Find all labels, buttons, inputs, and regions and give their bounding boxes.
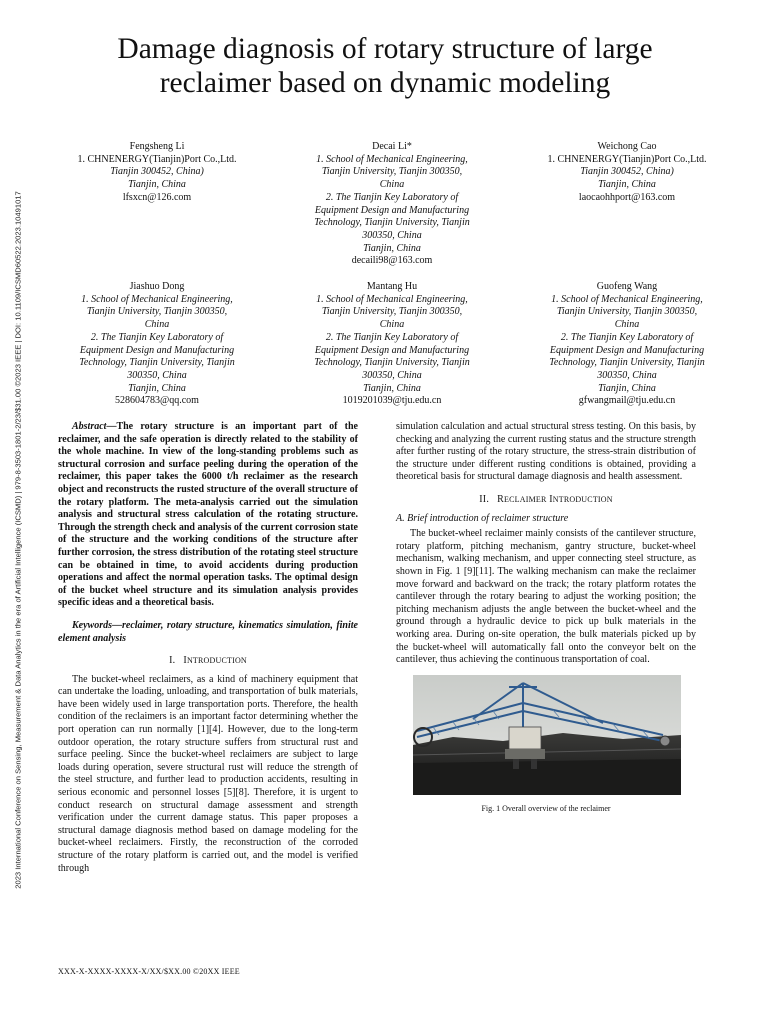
abstract-body: —The rotary structure is an important part of the reclaimer, and the safe operation is directly related to the stability of the whole machine. In view of the long-standing problems such as structural corrosion and surface peeling during the operation of the reclaimer, this paper takes the 6000 t/h reclaimer as the research object and reconstructs the rusted structure of the overall structure of the rotary platform. The meta-analysis carried out the simulation analysis and structural stress calculation of the rotating structure. Through the strength check and analysis of the current corrosion state of the structure and the working conditions of the structure after further corrosion, the stress distribution of the rotating steel structure can be obtained in time, to avoid accidents during production operations and affect the normal operation tasks. The optimal design of the bucket wheel structure and its simulation analysis provides specific ideas and a theoretical basis. [58, 421, 358, 609]
section-heading-reclaimer [396, 494, 696, 507]
author-block [287, 141, 497, 268]
author-block [287, 281, 497, 408]
copyright-sidebar [11, 130, 25, 950]
author-block [52, 141, 262, 268]
author-affiliation-line: 2. The Tianjin Key Laboratory of [325, 331, 459, 343]
author-affiliation-line: Technology, Tianjin University, Tianjin [549, 357, 705, 369]
section-title-rest-2: NTRODUCTION [552, 494, 613, 504]
paper-title: Damage diagnosis of rotary structure of large reclaimer based on dynamic modeling [117, 33, 653, 99]
abstract [58, 421, 358, 610]
author-affiliation-line: 2. The Tianjin Key Laboratory of [90, 331, 224, 343]
author-block [522, 281, 732, 408]
author-affiliation-line: 1. CHNENERGY(Tianjin)Port Co.,Ltd. [547, 153, 707, 165]
author-affiliation-line: Tianjin University, Tianjin 300350, [86, 306, 228, 318]
author-affiliation-line: 300350, China [127, 369, 187, 381]
author-email: gfwangmail@tju.edu.cn [578, 395, 676, 407]
right-column [396, 421, 696, 815]
author-affiliation-line: 1. School of Mechanical Engineering, [551, 293, 703, 305]
keywords: Keywords—reclaimer, rotary structure, kinematics simulation, finite element analysis [58, 619, 358, 644]
section-title-initial: I [183, 655, 187, 667]
section-heading-introduction [58, 655, 358, 668]
author-affiliation-line: Tianjin, China [598, 382, 656, 394]
reclaimer-paragraph: The bucket-wheel reclaimer mainly consists of the cantilever structure, rotary platform, pitching mechanism, gantry structure, bucket-wheel mechanism, walking mechanism, and upper connecting steel structure, as shown in Fig. 1 [9][11]. The walking mechanism can make the reclaimer move forward and backward on the track; the rotary platform rotates the cantilever through the rotary bearing to adjust the working position; the pitching mechanism adjusts the angle between the bucket-wheel and the ground through a hydraulic device to pick up bulk materials in the working area. During on-site operation, the bulk materials picked up by the bucket-wheel will automatically fall onto the conveyor belt on the cantilever, thus achieving the continuous transportation of coal. [396, 528, 696, 666]
author-email: lfsxcn@126.com [122, 191, 192, 203]
author-affiliation-line: 2. The Tianjin Key Laboratory of [325, 191, 459, 203]
section-title-rest: NTRODUCTION [186, 656, 247, 666]
author-affiliation-line: Technology, Tianjin University, Tianjin [314, 357, 470, 369]
sidebar-text: 2023 International Conference on Sensing, Measurement & Data Analytics in the era of Artificial Intelligence (ICSMD) | 979-8-3503-1801-2/23/$31.00 ©2023 IEEE | DOI: 10.1109/ICSMD60522.2023.10491017 [13, 191, 23, 889]
author-name: Fengsheng Li [129, 141, 185, 152]
author-affiliation-line: Equipment Design and Manufacturing [549, 344, 705, 356]
author-affiliation-line: China [614, 319, 640, 331]
author-name: Mantang Hu [366, 281, 418, 292]
abstract-lead: Abstract [72, 421, 107, 432]
author-affiliation-line: Equipment Design and Manufacturing [314, 204, 470, 216]
author-affiliation-line: Tianjin, China [363, 382, 421, 394]
author-affiliation-line: China [144, 319, 170, 331]
intro-continuation: simulation calculation and actual structural stress testing. On this basis, by checking and analyzing the current rusting status and the structure strength after further rusting of the rotary structure, the stress-strain distribution of the structure under different rusting conditions is obtained, providing a theoretical basis for structural damage diagnosis and health assessment. [396, 421, 696, 483]
section-title-initial-2: I [549, 493, 553, 505]
author-email: 1019201039@tju.edu.cn [342, 395, 442, 407]
author-name: Weichong Cao [597, 141, 657, 152]
author-affiliation-line: Tianjin, China [363, 242, 421, 254]
author-block [522, 141, 732, 268]
authors-row-2 [52, 281, 732, 408]
author-affiliation-line: Technology, Tianjin University, Tianjin [314, 217, 470, 229]
figure-caption: Fig. 1 Overall overview of the reclaimer [481, 803, 611, 813]
author-affiliation-line: Tianjin, China [128, 179, 186, 191]
section-number: II. [479, 493, 490, 505]
authors-row-1 [52, 141, 732, 268]
author-affiliation-line: Tianjin, China [598, 179, 656, 191]
reclaimer-illustration [413, 675, 681, 795]
author-affiliation-line: Tianjin 300452, China) [110, 166, 204, 178]
author-affiliation-line: China [379, 319, 405, 331]
author-affiliation-line: Tianjin, China [128, 382, 186, 394]
author-name: Guofeng Wang [596, 281, 658, 292]
introduction-paragraph: The bucket-wheel reclaimers, as a kind of machinery equipment that can undertake the loading, unloading, and transportation of bulk materials, have been widely used in large transportation ports. Therefore, the health condition of the reclaimers is an important factor determining whether the port operation can run normally [1][4]. However, due to the long-term outdoor operation, the rotary structure suffers from structural rust and surface peeling. Since the bucket-wheel reclaimers are subject to large loads during operation, severe structural rust will reduce the strength of the steel structure, and further lead to production accidents, resulting in serious economic and personnel losses [5][8]. Therefore, it is urgent to conduct research on structural damage assessment and strength verification under the current damage status. This paper proposes a structural damage diagnosis method based on damage modeling for the bucket-wheel reclaimers. Firstly, the reconstruction of the corroded structure of the rotary platform is carried out, and the model is verified through [58, 673, 358, 874]
author-affiliation-line: 300350, China [597, 369, 657, 381]
author-affiliation-line: 300350, China [362, 229, 422, 241]
author-email: 528604783@qq.com [115, 395, 199, 407]
author-email: decaili98@163.com [351, 255, 433, 267]
author-affiliation-line: Tianjin 300452, China) [580, 166, 674, 178]
author-block [52, 281, 262, 408]
author-affiliation-line: Tianjin University, Tianjin 300350, [556, 306, 698, 318]
author-affiliation-line: 1. School of Mechanical Engineering, [316, 293, 468, 305]
author-affiliation-line: Technology, Tianjin University, Tianjin [79, 357, 235, 369]
section-number: I. [169, 655, 176, 667]
author-name: Decai Li* [372, 141, 412, 152]
page-footer: XXX-X-XXXX-XXXX-X/XX/$XX.00 ©20XX IEEE [58, 967, 240, 976]
subsection-heading: A. Brief introduction of reclaimer structure [396, 512, 569, 524]
author-affiliation-line: 1. School of Mechanical Engineering, [316, 153, 468, 165]
author-affiliation-line: 300350, China [362, 369, 422, 381]
reclaimer-photo [413, 675, 681, 795]
author-affiliation-line: Equipment Design and Manufacturing [314, 344, 470, 356]
author-affiliation-line: Tianjin University, Tianjin 300350, [321, 306, 463, 318]
left-column [58, 421, 358, 875]
author-name: Jiashuo Dong [129, 281, 185, 292]
author-affiliation-line: 1. School of Mechanical Engineering, [81, 293, 233, 305]
author-affiliation-line: 2. The Tianjin Key Laboratory of [560, 331, 694, 343]
section-title-initial: R [497, 493, 505, 505]
author-email: laocaohhport@163.com [578, 191, 676, 203]
author-affiliation-line: Tianjin University, Tianjin 300350, [321, 166, 463, 178]
author-affiliation-line: Equipment Design and Manufacturing [79, 344, 235, 356]
author-affiliation-line: 1. CHNENERGY(Tianjin)Port Co.,Ltd. [77, 153, 237, 165]
section-title-rest: ECLAIMER [504, 494, 547, 504]
author-affiliation-line: China [379, 179, 405, 191]
